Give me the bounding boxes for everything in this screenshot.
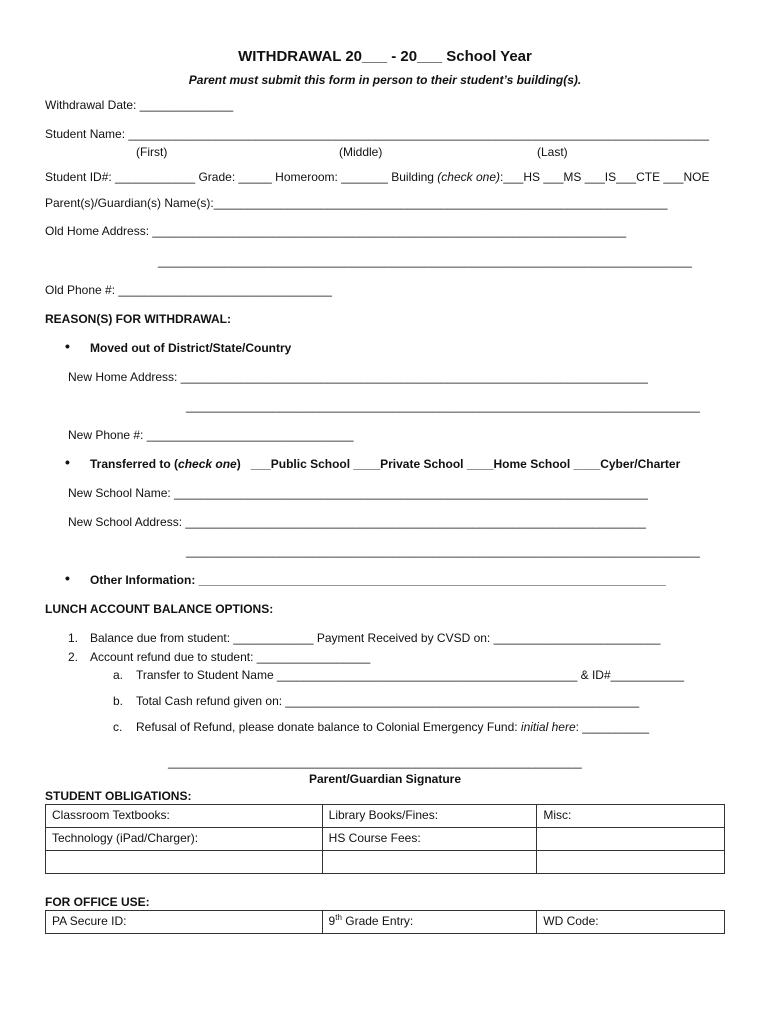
table-cell[interactable]: Classroom Textbooks:: [46, 805, 323, 828]
lunch-heading: LUNCH ACCOUNT BALANCE OPTIONS:: [45, 602, 274, 616]
list-letter: c.: [113, 720, 123, 734]
name-last-caption: (Last): [537, 145, 568, 159]
table-cell[interactable]: [537, 828, 725, 851]
moved-reason-label: Moved out of District/State/Country: [90, 341, 292, 355]
table-cell[interactable]: Library Books/Fines:: [322, 805, 537, 828]
new-school-address-field-line2[interactable]: _____________________________________________________________________________: [186, 544, 700, 558]
reasons-heading: REASON(S) FOR WITHDRAWAL:: [45, 312, 231, 326]
student-id-grade-building-line[interactable]: [45, 170, 709, 184]
table-row: [46, 851, 725, 874]
table-row: [46, 805, 725, 828]
grade-entry-label: Grade Entry:: [341, 914, 414, 928]
pa-secure-id-cell[interactable]: PA Secure ID:: [46, 911, 323, 934]
refusal-refund-field[interactable]: [136, 720, 649, 734]
list-letter: a.: [113, 668, 124, 682]
name-middle-caption: (Middle): [339, 145, 383, 159]
list-letter: b.: [113, 694, 124, 708]
student-name-field[interactable]: Student Name: _______________________________________________________________________________________: [45, 127, 710, 141]
table-row: [46, 828, 725, 851]
table-cell[interactable]: [322, 851, 537, 874]
bullet-icon: •: [65, 338, 70, 354]
grade-number: 9: [328, 914, 336, 928]
check-one-note: check one: [178, 457, 237, 471]
balance-due-field[interactable]: Balance due from student: ____________ Payment Received by CVSD on: _________________________: [90, 631, 661, 645]
withdrawal-date-field[interactable]: Withdrawal Date: ______________: [45, 98, 234, 112]
bullet-icon: •: [65, 454, 70, 470]
student-id-text: Student ID#: ____________ Grade: _____ Homeroom: _______ Building: [45, 170, 438, 184]
check-one-note: (check one): [437, 170, 500, 184]
transferred-reason-line[interactable]: [90, 457, 680, 471]
building-options[interactable]: :___HS ___MS ___IS___CTE ___NOE: [500, 170, 710, 184]
initial-blank[interactable]: : __________: [575, 720, 650, 734]
obligations-table: [45, 804, 725, 874]
other-information-field[interactable]: Other Information: ______________________________________________________________________: [90, 573, 666, 587]
name-first-caption: (First): [136, 145, 168, 159]
table-row: [46, 911, 725, 934]
signature-line[interactable]: ______________________________________________________________: [168, 755, 582, 769]
wd-code-cell[interactable]: WD Code:: [537, 911, 725, 934]
list-number: 2.: [68, 650, 79, 664]
office-use-heading: FOR OFFICE USE:: [45, 895, 150, 909]
grade-superscript: th: [335, 913, 342, 922]
new-school-address-field[interactable]: New School Address: _____________________________________________________________________: [68, 515, 646, 529]
guardian-name-field[interactable]: Parent(s)/Guardian(s) Name(s):____________________________________________________________________: [45, 196, 668, 210]
old-address-field[interactable]: Old Home Address: _______________________________________________________________________: [45, 224, 627, 238]
table-cell[interactable]: Misc:: [537, 805, 725, 828]
form-subtitle: Parent must submit this form in person to their student’s building(s).: [188, 73, 582, 87]
table-cell[interactable]: HS Course Fees:: [322, 828, 537, 851]
refusal-text: Refusal of Refund, please donate balance to Colonial Emergency Fund:: [136, 720, 521, 734]
transfer-student-field[interactable]: Transfer to Student Name _____________________________________________ & ID#___________: [136, 668, 685, 682]
grade-entry-cell[interactable]: [322, 911, 537, 934]
new-school-name-field[interactable]: New School Name: _______________________________________________________________________: [68, 486, 648, 500]
signature-label: Parent/Guardian Signature: [308, 772, 462, 786]
form-title: WITHDRAWAL 20___ - 20___ School Year: [238, 48, 532, 65]
obligations-heading: STUDENT OBLIGATIONS:: [45, 789, 192, 803]
table-cell[interactable]: [537, 851, 725, 874]
bullet-icon: •: [65, 570, 70, 586]
cash-refund-field[interactable]: Total Cash refund given on: _____________________________________________________: [136, 694, 640, 708]
old-address-field-line2[interactable]: ________________________________________________________________________________: [158, 254, 692, 268]
old-phone-field[interactable]: Old Phone #: ________________________________: [45, 283, 332, 297]
list-number: 1.: [68, 631, 79, 645]
refund-due-field[interactable]: Account refund due to student: _________________: [90, 650, 371, 664]
school-type-options[interactable]: ) ___Public School ____Private School ____Home School ____Cyber/Charter: [236, 457, 681, 471]
transferred-label: Transferred to (: [90, 457, 179, 471]
new-address-field[interactable]: New Home Address: ______________________________________________________________________: [68, 370, 648, 384]
new-address-field-line2[interactable]: _____________________________________________________________________________: [186, 399, 700, 413]
office-use-table: [45, 910, 725, 934]
new-phone-field[interactable]: New Phone #: _______________________________: [68, 428, 354, 442]
table-cell[interactable]: Technology (iPad/Charger):: [46, 828, 323, 851]
initial-here-note: initial here: [520, 720, 576, 734]
table-cell[interactable]: [46, 851, 323, 874]
